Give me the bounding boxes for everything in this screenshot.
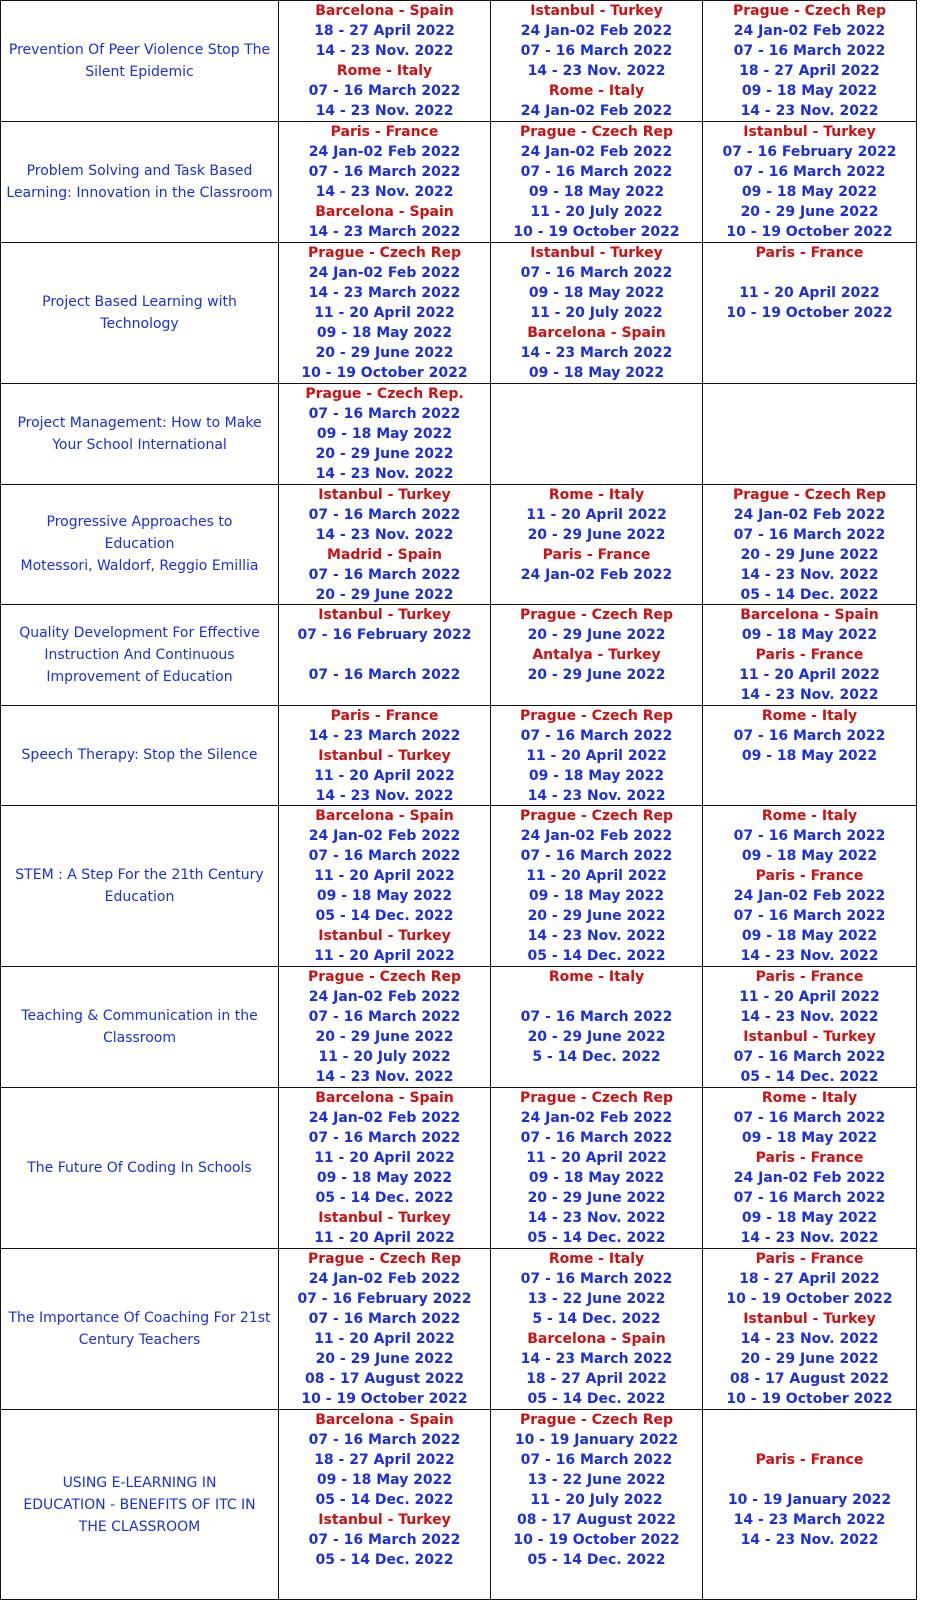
course-title-line: Problem Solving and Task Based — [26, 162, 253, 179]
date-range: 09 - 18 May 2022 — [741, 1210, 878, 1226]
schedule-cell — [703, 967, 916, 1087]
date-range: 07 - 16 March 2022 — [733, 527, 886, 543]
location-label: Paris - France — [330, 124, 439, 140]
location-label: Antalya - Turkey — [532, 647, 661, 663]
course-title-line: Teaching & Communication in the — [21, 1007, 258, 1024]
date-range: 09 - 18 May 2022 — [741, 928, 878, 944]
date-range: 11 - 20 April 2022 — [739, 989, 880, 1005]
location-label: Paris - France — [755, 1150, 864, 1166]
date-range: 20 - 29 June 2022 — [527, 667, 666, 683]
location-label: Barcelona - Spain — [315, 808, 454, 824]
date-range: 14 - 23 Nov. 2022 — [315, 43, 454, 59]
date-range: 09 - 18 May 2022 — [316, 325, 453, 341]
date-range: 07 - 16 March 2022 — [308, 848, 461, 864]
course-title-line: Your School International — [52, 436, 227, 453]
date-range: 18 - 27 April 2022 — [526, 1371, 667, 1387]
date-range: 07 - 16 March 2022 — [520, 1271, 673, 1287]
schedule-cell — [279, 967, 490, 1087]
location-label: Istanbul - Turkey — [318, 607, 451, 623]
date-range: 14 - 23 Nov. 2022 — [315, 466, 454, 482]
date-range: 20 - 29 June 2022 — [527, 1029, 666, 1045]
date-range: 11 - 20 April 2022 — [526, 868, 667, 884]
date-range: 11 - 20 April 2022 — [739, 285, 880, 301]
location-label: Barcelona - Spain — [527, 1331, 666, 1347]
date-range: 11 - 20 April 2022 — [526, 748, 667, 764]
date-range: 14 - 23 Nov. 2022 — [740, 1230, 879, 1246]
date-range: 07 - 16 February 2022 — [297, 627, 472, 643]
location-label: Madrid - Spain — [326, 547, 442, 563]
course-title — [1, 1087, 278, 1248]
date-range: 05 - 14 Dec. 2022 — [527, 1552, 666, 1568]
date-range: 11 - 20 April 2022 — [739, 667, 880, 683]
date-range: 05 - 14 Dec. 2022 — [740, 1069, 879, 1085]
schedule-cell — [279, 1249, 490, 1409]
date-range: 14 - 23 Nov. 2022 — [740, 1009, 879, 1025]
location-label: Istanbul - Turkey — [530, 3, 663, 19]
location-label: Rome - Italy — [761, 1090, 858, 1106]
location-label: Paris - France — [755, 1452, 864, 1468]
date-range: 24 Jan-02 Feb 2022 — [308, 989, 461, 1005]
date-range: 09 - 18 May 2022 — [741, 627, 878, 643]
date-range: 10 - 19 October 2022 — [301, 1391, 468, 1407]
course-title-line: Education — [104, 888, 175, 905]
schedule-cell — [703, 243, 916, 383]
date-range: 11 - 20 July 2022 — [530, 204, 663, 220]
date-range: 09 - 18 May 2022 — [741, 83, 878, 99]
schedule-cell — [279, 122, 490, 242]
location-label: Paris - France — [755, 647, 864, 663]
location-label: Barcelona - Spain — [315, 3, 454, 19]
date-range: 09 - 18 May 2022 — [741, 748, 878, 764]
location-label: Istanbul - Turkey — [318, 928, 451, 944]
date-range: 09 - 18 May 2022 — [528, 285, 665, 301]
course-title-line: The Future Of Coding In Schools — [27, 1159, 252, 1176]
location-label: Rome - Italy — [548, 83, 645, 99]
course-title — [1, 705, 278, 805]
schedule-cell — [491, 384, 702, 484]
date-range: 07 - 16 March 2022 — [520, 1130, 673, 1146]
date-range: 07 - 16 March 2022 — [733, 1110, 886, 1126]
location-label: Prague - Czech Rep — [519, 1090, 673, 1106]
date-range: 20 - 29 June 2022 — [740, 1351, 879, 1367]
date-range: 18 - 27 April 2022 — [739, 1271, 880, 1287]
date-range: 11 - 20 April 2022 — [526, 1150, 667, 1166]
date-range: 05 - 14 Dec. 2022 — [315, 1492, 454, 1508]
date-range: 20 - 29 June 2022 — [315, 446, 454, 462]
schedule-cell — [491, 1, 702, 121]
date-range: 20 - 29 June 2022 — [315, 1351, 454, 1367]
location-label: Barcelona - Spain — [315, 1412, 454, 1428]
date-range: 07 - 16 March 2022 — [733, 908, 886, 924]
course-title-line: Project Management: How to Make — [17, 414, 262, 431]
column-border — [916, 0, 917, 1600]
date-range: 14 - 23 March 2022 — [308, 285, 461, 301]
date-range: 07 - 16 March 2022 — [308, 1009, 461, 1025]
date-range: 07 - 16 March 2022 — [308, 164, 461, 180]
date-range: 09 - 18 May 2022 — [316, 1170, 453, 1186]
date-range: 14 - 23 Nov. 2022 — [740, 1331, 879, 1347]
schedule-cell — [703, 1249, 916, 1409]
date-range: 20 - 29 June 2022 — [315, 1029, 454, 1045]
location-label: Istanbul - Turkey — [318, 1210, 451, 1226]
date-range: 05 - 14 Dec. 2022 — [740, 587, 879, 603]
date-range: 11 - 20 April 2022 — [314, 305, 455, 321]
date-range: 08 - 17 August 2022 — [304, 1371, 465, 1387]
course-title — [1, 604, 278, 705]
schedule-cell — [703, 122, 916, 242]
location-label: Prague - Czech Rep — [519, 124, 673, 140]
date-range: 13 - 22 June 2022 — [527, 1472, 666, 1488]
course-title-line: USING E-LEARNING IN — [62, 1474, 217, 1491]
date-range: 10 - 19 October 2022 — [726, 1391, 893, 1407]
schedule-cell — [279, 243, 490, 383]
date-range: 24 Jan-02 Feb 2022 — [520, 23, 673, 39]
date-range: 20 - 29 June 2022 — [315, 345, 454, 361]
date-range: 10 - 19 January 2022 — [514, 1432, 679, 1448]
blank-line — [703, 1430, 916, 1450]
location-label: Paris - France — [330, 708, 439, 724]
date-range: 14 - 23 March 2022 — [733, 1512, 886, 1528]
blank-line — [703, 1410, 916, 1430]
date-range: 24 Jan-02 Feb 2022 — [733, 23, 886, 39]
date-range: 5 - 14 Dec. 2022 — [532, 1049, 661, 1065]
schedule-cell — [279, 384, 490, 484]
location-label: Paris - France — [542, 547, 651, 563]
location-label: Paris - France — [755, 868, 864, 884]
schedule-cell — [279, 1, 490, 121]
date-range: 5 - 14 Dec. 2022 — [532, 1311, 661, 1327]
date-range: 11 - 20 April 2022 — [314, 948, 455, 964]
date-range: 20 - 29 June 2022 — [527, 908, 666, 924]
course-title-line: Learning: Innovation in the Classroom — [6, 184, 273, 201]
date-range: 14 - 23 Nov. 2022 — [315, 184, 454, 200]
schedule-cell — [703, 605, 916, 705]
date-range: 09 - 18 May 2022 — [528, 888, 665, 904]
date-range: 07 - 16 March 2022 — [308, 1311, 461, 1327]
date-range: 11 - 20 April 2022 — [314, 1230, 455, 1246]
date-range: 09 - 18 May 2022 — [316, 426, 453, 442]
location-label: Rome - Italy — [761, 708, 858, 724]
date-range: 07 - 16 March 2022 — [520, 265, 673, 281]
date-range: 07 - 16 February 2022 — [297, 1291, 472, 1307]
date-range: 08 - 17 August 2022 — [516, 1512, 677, 1528]
location-label: Istanbul - Turkey — [743, 1029, 876, 1045]
location-label: Prague - Czech Rep — [519, 808, 673, 824]
blank-line — [491, 987, 702, 1007]
course-title — [1, 966, 278, 1087]
date-range: 07 - 16 March 2022 — [520, 848, 673, 864]
location-label: Rome - Italy — [548, 1251, 645, 1267]
date-range: 14 - 23 Nov. 2022 — [315, 1069, 454, 1085]
course-title — [1, 805, 278, 966]
date-range: 14 - 23 Nov. 2022 — [315, 103, 454, 119]
date-range: 24 Jan-02 Feb 2022 — [520, 1110, 673, 1126]
date-range: 20 - 29 June 2022 — [527, 527, 666, 543]
location-label: Barcelona - Spain — [527, 325, 666, 341]
date-range: 10 - 19 January 2022 — [727, 1492, 892, 1508]
date-range: 18 - 27 April 2022 — [314, 1452, 455, 1468]
course-title-line: Improvement of Education — [46, 668, 233, 685]
date-range: 13 - 22 June 2022 — [527, 1291, 666, 1307]
schedule-cell — [703, 1, 916, 121]
schedule-cell — [279, 1088, 490, 1248]
date-range: 07 - 16 March 2022 — [733, 164, 886, 180]
date-range: 11 - 20 July 2022 — [530, 305, 663, 321]
course-title-line: THE CLASSROOM — [78, 1518, 201, 1535]
location-label: Barcelona - Spain — [740, 607, 879, 623]
date-range: 20 - 29 June 2022 — [527, 627, 666, 643]
course-title — [1, 1409, 278, 1600]
schedule-cell — [703, 384, 916, 484]
schedule-cell — [491, 967, 702, 1087]
location-label: Rome - Italy — [761, 808, 858, 824]
date-range: 14 - 23 Nov. 2022 — [740, 687, 879, 703]
date-range: 09 - 18 May 2022 — [316, 1472, 453, 1488]
date-range: 11 - 20 April 2022 — [526, 507, 667, 523]
location-label: Paris - France — [755, 969, 864, 985]
location-label: Istanbul - Turkey — [743, 1311, 876, 1327]
date-range: 14 - 23 March 2022 — [520, 1351, 673, 1367]
date-range: 14 - 23 March 2022 — [308, 728, 461, 744]
course-title — [1, 0, 278, 121]
date-range: 18 - 27 April 2022 — [739, 63, 880, 79]
date-range: 07 - 16 March 2022 — [308, 83, 461, 99]
date-range: 07 - 16 March 2022 — [520, 1452, 673, 1468]
location-label: Prague - Czech Rep — [732, 3, 886, 19]
date-range: 11 - 20 April 2022 — [314, 1331, 455, 1347]
course-title — [1, 121, 278, 242]
location-label: Rome - Italy — [548, 487, 645, 503]
date-range: 07 - 16 March 2022 — [308, 1130, 461, 1146]
date-range: 24 Jan-02 Feb 2022 — [308, 1271, 461, 1287]
date-range: 14 - 23 Nov. 2022 — [527, 63, 666, 79]
date-range: 24 Jan-02 Feb 2022 — [733, 1170, 886, 1186]
schedule-cell — [279, 605, 490, 705]
date-range: 14 - 23 Nov. 2022 — [740, 567, 879, 583]
date-range: 07 - 16 March 2022 — [733, 1049, 886, 1065]
location-label: Istanbul - Turkey — [318, 1512, 451, 1528]
course-title-line: Century Teachers — [78, 1331, 201, 1348]
date-range: 09 - 18 May 2022 — [741, 184, 878, 200]
date-range: 10 - 19 October 2022 — [726, 305, 893, 321]
location-label: Prague - Czech Rep — [519, 708, 673, 724]
date-range: 14 - 23 Nov. 2022 — [527, 1210, 666, 1226]
location-label: Istanbul - Turkey — [743, 124, 876, 140]
course-title — [1, 383, 278, 484]
date-range: 05 - 14 Dec. 2022 — [315, 908, 454, 924]
course-title-line: Prevention Of Peer Violence Stop The — [8, 41, 271, 58]
location-label: Prague - Czech Rep — [732, 487, 886, 503]
date-range: 05 - 14 Dec. 2022 — [527, 948, 666, 964]
date-range: 07 - 16 March 2022 — [308, 1432, 461, 1448]
date-range: 24 Jan-02 Feb 2022 — [520, 828, 673, 844]
location-label: Prague - Czech Rep — [307, 969, 461, 985]
blank-line — [703, 263, 916, 283]
location-label: Prague - Czech Rep — [307, 245, 461, 261]
schedule-cell — [279, 1410, 490, 1600]
course-title-line: Progressive Approaches to — [46, 514, 233, 530]
date-range: 07 - 16 March 2022 — [733, 1190, 886, 1206]
schedule-cell — [491, 485, 702, 604]
course-title — [1, 484, 278, 604]
date-range: 07 - 16 March 2022 — [520, 1009, 673, 1025]
location-label: Rome - Italy — [548, 969, 645, 985]
course-title-line: Project Based Learning with — [42, 293, 237, 310]
date-range: 20 - 29 June 2022 — [740, 204, 879, 220]
schedule-cell — [279, 706, 490, 805]
date-range: 24 Jan-02 Feb 2022 — [308, 265, 461, 281]
schedule-cell — [491, 1088, 702, 1248]
location-label: Paris - France — [755, 245, 864, 261]
schedule-cell — [279, 806, 490, 966]
schedule-cell — [703, 706, 916, 805]
location-label: Paris - France — [755, 1251, 864, 1267]
course-title-line: STEM : A Step For the 21th Century — [15, 866, 264, 883]
date-range: 07 - 16 March 2022 — [520, 728, 673, 744]
date-range: 14 - 23 March 2022 — [520, 345, 673, 361]
date-range: 05 - 14 Dec. 2022 — [527, 1391, 666, 1407]
date-range: 18 - 27 April 2022 — [314, 23, 455, 39]
course-title-line: Education — [104, 536, 175, 552]
date-range: 07 - 16 March 2022 — [308, 567, 461, 583]
course-title-line: Quality Development For Effective — [19, 624, 260, 641]
date-range: 05 - 14 Dec. 2022 — [527, 1230, 666, 1246]
course-title-line: Technology — [100, 315, 179, 332]
date-range: 24 Jan-02 Feb 2022 — [308, 828, 461, 844]
course-title-line: The Importance Of Coaching For 21st — [8, 1309, 271, 1326]
date-range: 07 - 16 March 2022 — [520, 43, 673, 59]
date-range: 08 - 17 August 2022 — [729, 1371, 890, 1387]
date-range: 24 Jan-02 Feb 2022 — [520, 103, 673, 119]
date-range: 07 - 16 March 2022 — [308, 507, 461, 523]
location-label: Istanbul - Turkey — [530, 245, 663, 261]
course-title — [1, 1248, 278, 1409]
date-range: 09 - 18 May 2022 — [528, 1170, 665, 1186]
location-label: Barcelona - Spain — [315, 1090, 454, 1106]
date-range: 14 - 23 Nov. 2022 — [740, 1532, 879, 1548]
date-range: 07 - 16 March 2022 — [308, 667, 461, 683]
date-range: 11 - 20 April 2022 — [314, 868, 455, 884]
blank-line — [703, 1470, 916, 1490]
date-range: 11 - 20 July 2022 — [530, 1492, 663, 1508]
date-range: 09 - 18 May 2022 — [316, 888, 453, 904]
date-range: 14 - 23 Nov. 2022 — [315, 527, 454, 543]
schedule-cell — [703, 1410, 916, 1600]
date-range: 14 - 23 March 2022 — [308, 224, 461, 240]
date-range: 09 - 18 May 2022 — [528, 768, 665, 784]
location-label: Istanbul - Turkey — [318, 748, 451, 764]
date-range: 14 - 23 Nov. 2022 — [315, 788, 454, 804]
blank-line — [279, 645, 490, 665]
location-label: Prague - Czech Rep. — [305, 386, 464, 402]
course-title-line: Motessori, Waldorf, Reggio Emillia — [20, 558, 259, 574]
date-range: 07 - 16 February 2022 — [722, 144, 897, 160]
date-range: 10 - 19 October 2022 — [513, 1532, 680, 1548]
date-range: 24 Jan-02 Feb 2022 — [520, 567, 673, 583]
date-range: 09 - 18 May 2022 — [528, 365, 665, 381]
course-title-line: Speech Therapy: Stop the Silence — [21, 747, 258, 763]
location-label: Rome - Italy — [336, 63, 433, 79]
location-label: Istanbul - Turkey — [318, 487, 451, 503]
date-range: 24 Jan-02 Feb 2022 — [308, 144, 461, 160]
date-range: 10 - 19 October 2022 — [513, 224, 680, 240]
date-range: 24 Jan-02 Feb 2022 — [308, 1110, 461, 1126]
date-range: 07 - 16 March 2022 — [308, 406, 461, 422]
date-range: 11 - 20 April 2022 — [314, 1150, 455, 1166]
date-range: 14 - 23 Nov. 2022 — [527, 928, 666, 944]
schedule-cell — [703, 1088, 916, 1248]
course-title-line: Silent Epidemic — [85, 63, 194, 80]
date-range: 07 - 16 March 2022 — [733, 728, 886, 744]
date-range: 09 - 18 May 2022 — [741, 848, 878, 864]
schedule-cell — [491, 1410, 702, 1600]
schedule-cell — [491, 806, 702, 966]
date-range: 05 - 14 Dec. 2022 — [315, 1190, 454, 1206]
date-range: 14 - 23 Nov. 2022 — [740, 103, 879, 119]
date-range: 24 Jan-02 Feb 2022 — [520, 144, 673, 160]
date-range: 11 - 20 April 2022 — [314, 768, 455, 784]
schedule-cell — [491, 706, 702, 805]
schedule-cell — [703, 806, 916, 966]
date-range: 07 - 16 March 2022 — [733, 828, 886, 844]
course-title — [1, 242, 278, 383]
date-range: 10 - 19 October 2022 — [726, 224, 893, 240]
date-range: 24 Jan-02 Feb 2022 — [733, 507, 886, 523]
course-title-line: EDUCATION - BENEFITS OF ITC IN — [23, 1496, 256, 1513]
course-title-line: Classroom — [102, 1029, 177, 1046]
date-range: 09 - 18 May 2022 — [528, 184, 665, 200]
location-label: Prague - Czech Rep — [519, 1412, 673, 1428]
date-range: 14 - 23 Nov. 2022 — [527, 788, 666, 804]
location-label: Barcelona - Spain — [315, 204, 454, 220]
date-range: 09 - 18 May 2022 — [741, 1130, 878, 1146]
date-range: 05 - 14 Dec. 2022 — [315, 1552, 454, 1568]
schedule-cell — [491, 122, 702, 242]
schedule-cell — [279, 485, 490, 604]
date-range: 10 - 19 October 2022 — [726, 1291, 893, 1307]
schedule-cell — [491, 605, 702, 705]
date-range: 20 - 29 June 2022 — [740, 547, 879, 563]
date-range: 11 - 20 July 2022 — [318, 1049, 451, 1065]
location-label: Prague - Czech Rep — [519, 607, 673, 623]
date-range: 10 - 19 October 2022 — [301, 365, 468, 381]
date-range: 24 Jan-02 Feb 2022 — [733, 888, 886, 904]
schedule-cell — [491, 1249, 702, 1409]
date-range: 20 - 29 June 2022 — [527, 1190, 666, 1206]
date-range: 07 - 16 March 2022 — [520, 164, 673, 180]
date-range: 07 - 16 March 2022 — [308, 1532, 461, 1548]
date-range: 07 - 16 March 2022 — [733, 43, 886, 59]
schedule-cell — [491, 243, 702, 383]
date-range: 14 - 23 Nov. 2022 — [740, 948, 879, 964]
course-title-line: Instruction And Continuous — [44, 646, 235, 663]
location-label: Prague - Czech Rep — [307, 1251, 461, 1267]
schedule-cell — [703, 485, 916, 604]
date-range: 20 - 29 June 2022 — [315, 587, 454, 603]
